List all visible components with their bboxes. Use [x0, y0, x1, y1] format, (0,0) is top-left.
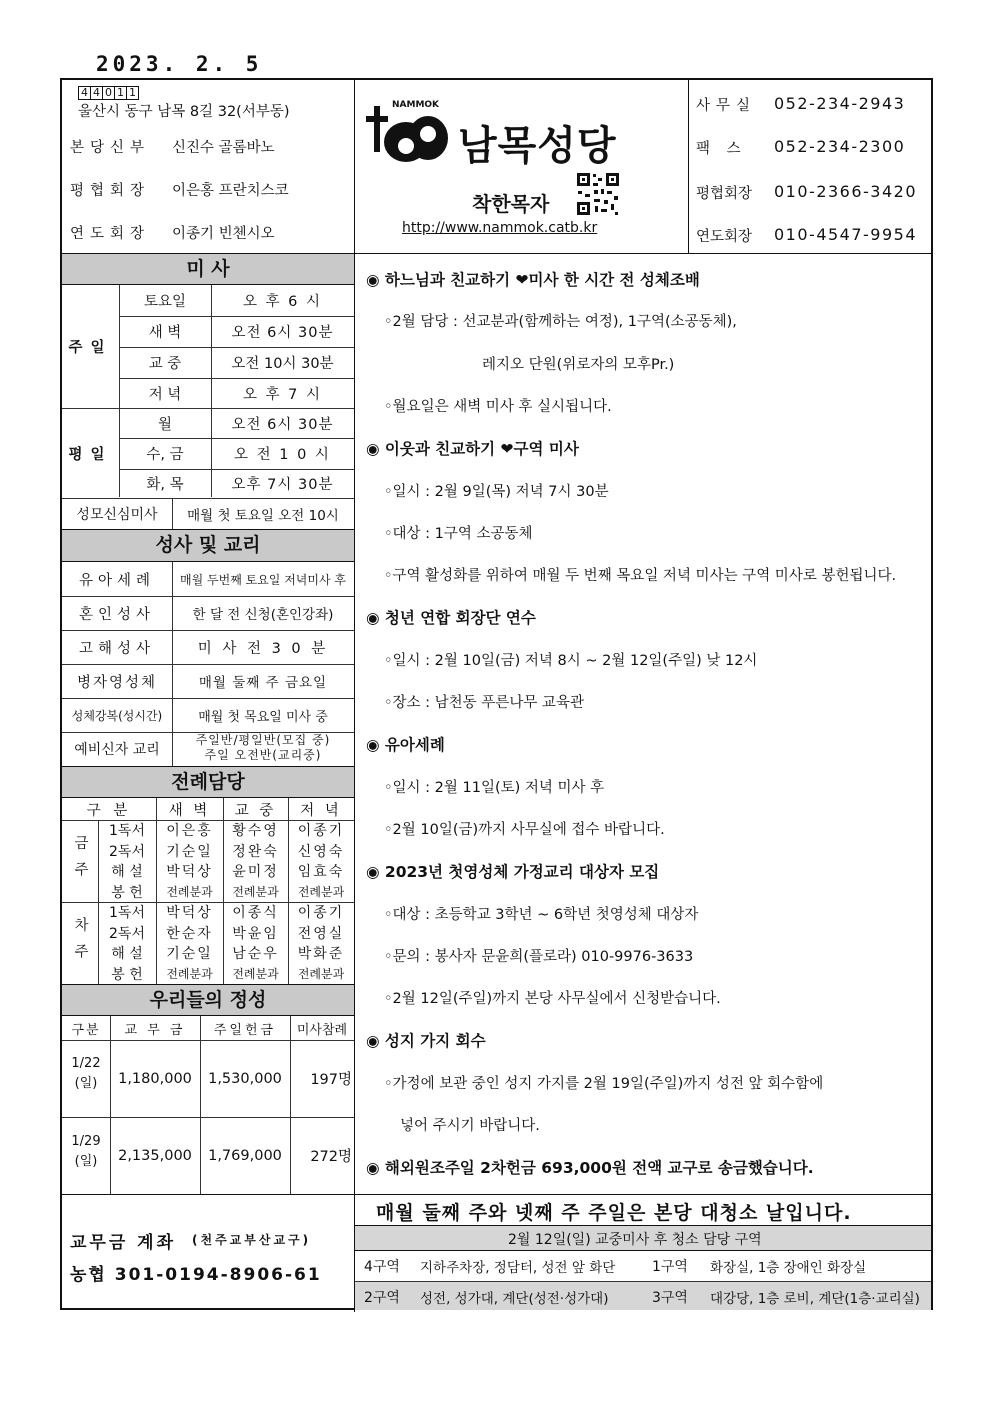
marian-mass-label: 성모신심미사	[76, 506, 158, 523]
cleaning-place: 대강당, 1층 로비, 계단(1층·교리실)	[710, 1291, 920, 1307]
mass-name: 화, 목	[146, 477, 184, 493]
sacrament-label: 예비신자 교리	[74, 742, 160, 758]
cleaning-zone: 2구역	[364, 1290, 400, 1306]
sacrament-value: 매월 첫 목요일 미사 중	[198, 709, 328, 725]
pastor-name: 신진수 골롬바노	[172, 140, 275, 156]
sacraments-section-title: 성사 및 교리	[62, 529, 354, 562]
mass-time: 오 후 6 시	[242, 294, 323, 310]
council-name: 이은홍 프란치스코	[172, 183, 289, 199]
offering-column-header: 주일헌금	[213, 1022, 277, 1038]
notice-line: 레지오 단원(위로자의 모후Pr.)	[482, 356, 675, 373]
next-week-label: 차주	[72, 916, 88, 970]
sacrament-value: 미 사 전 3 0 분	[197, 640, 329, 657]
catechism-line-1: 주일반/평일반(모집 중)	[195, 733, 331, 747]
liturgy-minister: 박윤임	[232, 925, 279, 942]
liturgy-minister: 박화준	[297, 946, 345, 962]
sacrament-label: 고해성사	[78, 640, 156, 657]
liturgy-minister: 임효숙	[297, 864, 345, 880]
notice-line: ◦일시 : 2월 10일(금) 저녁 8시 ~ 2월 12일(주일) 낮 12시	[384, 652, 758, 669]
sunday-label: 주일	[68, 340, 113, 356]
liturgy-minister: 이은홍	[166, 823, 213, 839]
qr-code-icon[interactable]	[576, 172, 620, 216]
liturgy-minister: 이종식	[232, 905, 279, 921]
logo-small-text: NAMMOK	[392, 100, 440, 110]
mass-time: 오전 6시 30분	[231, 325, 334, 341]
liturgy-minister: 전례분과	[166, 885, 213, 899]
notice-title: ◉ 2023년 첫영성체 가정교리 대상자 모집	[366, 863, 660, 882]
liturgy-role: 2독서	[109, 925, 145, 942]
mass-name: 새 벽	[148, 325, 182, 341]
mass-name: 수, 금	[146, 447, 184, 463]
offering-date	[62, 1132, 110, 1172]
mass-name: 토요일	[143, 294, 187, 310]
offering-date-value: 1/22	[71, 1056, 101, 1071]
liturgy-minister: 신영숙	[297, 843, 345, 860]
mass-time: 오 후 7 시	[242, 386, 323, 403]
offerings-section-title: 우리들의 정성	[62, 984, 354, 1016]
notice-title: ◉ 하느님과 친교하기 ❤미사 한 시간 전 성체조배	[366, 271, 700, 289]
offering-sunday: 1,530,000	[208, 1070, 282, 1087]
offering-tithe: 2,135,000	[118, 1147, 192, 1164]
notice-line: ◦2월 담당 : 선교분과(함께하는 여정), 1구역(소공동체),	[384, 314, 737, 331]
yeondo-label: 연도회장	[70, 226, 151, 242]
notice-line: ◦대상 : 1구역 소공동체	[384, 525, 533, 542]
notice-line: ◦일시 : 2월 11일(토) 저녁 미사 후	[384, 779, 605, 796]
notice-title: ◉ 유아세례	[366, 736, 445, 755]
notice-line: ◦가정에 보관 중인 성지 가지를 2월 19일(주일)까지 성전 앞 회수함에	[384, 1075, 824, 1092]
offering-column-header: 미사참례	[296, 1022, 348, 1038]
liturgy-minister: 황수영	[232, 823, 279, 839]
liturgy-minister: 이종기	[297, 905, 345, 921]
offering-date-value: 1/29	[71, 1134, 101, 1149]
liturgy-minister: 전례분과	[297, 967, 345, 981]
council-phone-label: 평협회장	[696, 186, 753, 202]
zip-code: 4 4 0 1 1	[78, 84, 138, 100]
notice-line: ◦대상 : 초등학교 3학년 ~ 6학년 첫영성체 대상자	[384, 906, 699, 923]
yeondo-phone-label: 연도회장	[696, 229, 753, 245]
account-number: 농협 301-0194-8906-61	[70, 1265, 322, 1285]
website-link[interactable]: http://www.nammok.catb.kr	[402, 220, 598, 236]
notice-line: ◦문의 : 봉사자 문윤희(플로라) 010-9976-3633	[384, 948, 694, 965]
liturgy-minister: 전례분과	[232, 967, 279, 981]
liturgy-role: 1독서	[109, 823, 145, 839]
catechism-line-2: 주일 오전반(교리중)	[204, 748, 322, 762]
notice-line: ◦2월 12일(주일)까지 본당 사무실에서 신청받습니다.	[384, 991, 721, 1008]
yeondo-name: 이종기 빈첸시오	[172, 226, 275, 242]
liturgy-role: 봉 헌	[111, 966, 143, 983]
account-title: 교무금 계좌	[70, 1233, 177, 1253]
liturgy-minister: 한순자	[166, 925, 213, 942]
sacrament-value: 매월 둘째 주 금요일	[198, 675, 328, 691]
liturgy-column-header: 저 녁	[300, 802, 342, 819]
account-subtitle: (천주교부산교구)	[192, 1233, 312, 1247]
mass-name: 월	[157, 416, 172, 433]
liturgy-minister: 정완숙	[232, 843, 279, 860]
bulletin-date: 2023. 2. 5	[96, 52, 263, 76]
cleaning-place: 성전, 성가대, 계단(성전·성가대)	[420, 1291, 609, 1307]
liturgy-role: 1독서	[109, 905, 145, 921]
liturgy-minister: 전례분과	[232, 885, 279, 899]
church-name: 남목성당	[458, 123, 617, 169]
divider	[688, 80, 689, 253]
notice-title: ◉ 해외원조주일 2차헌금 693,000원 전액 교구로 송금했습니다.	[366, 1159, 814, 1178]
mass-time: 오후 7시 30분	[231, 477, 334, 493]
liturgy-minister: 이종기	[297, 823, 345, 839]
notice-line: 넣어 주시기 바랍니다.	[400, 1118, 540, 1134]
sacrament-value: 한 달 전 신청(혼인강좌)	[192, 607, 334, 623]
notice-title: ◉ 청년 연합 회장단 연수	[366, 609, 536, 628]
council-label: 평협회장	[70, 183, 151, 199]
sacrament-label: 성체강복(성시간)	[71, 708, 163, 723]
liturgy-minister: 기순일	[166, 946, 213, 962]
offering-attendance: 272명	[310, 1149, 352, 1165]
liturgy-minister: 전례분과	[166, 967, 213, 981]
liturgy-role: 2독서	[109, 843, 145, 860]
divider	[354, 80, 355, 1194]
offering-column-header: 구분	[71, 1022, 101, 1038]
catechism-schedule	[172, 733, 354, 766]
liturgy-minister: 박덕상	[166, 864, 213, 880]
offering-day: (일)	[74, 1154, 98, 1169]
cleaning-title: 매월 둘째 주와 넷째 주 주일은 본당 대청소 날입니다.	[376, 1202, 852, 1224]
liturgy-column-header: 새 벽	[168, 802, 211, 819]
mass-time: 오전 6시 30분	[231, 416, 334, 433]
cleaning-zone: 3구역	[652, 1290, 688, 1306]
cleaning-zone: 1구역	[652, 1259, 688, 1275]
notice-line: ◦일시 : 2월 9일(목) 저녁 7시 30분	[384, 483, 609, 500]
notice-line: ◦월요일은 새벽 미사 후 실시됩니다.	[384, 398, 612, 415]
sacrament-label: 병자영성체	[76, 674, 158, 691]
cleaning-place: 지하주차장, 정담터, 성전 앞 화단	[420, 1260, 616, 1276]
pastor-label: 본당신부	[70, 140, 151, 156]
liturgy-minister: 윤미정	[232, 864, 279, 880]
offering-attendance: 197명	[310, 1072, 352, 1088]
fax-number: 052-234-2300	[774, 137, 906, 156]
liturgy-minister: 기순일	[166, 843, 213, 860]
mass-time: 오전 10시 30분	[231, 356, 334, 372]
liturgy-role: 해 설	[111, 946, 143, 962]
fax-label: 팩 스	[696, 141, 747, 157]
notice-line: ◦2월 10일(금)까지 사무실에 접수 바랍니다.	[384, 821, 665, 838]
offering-tithe: 1,180,000	[118, 1070, 192, 1087]
liturgy-role: 해 설	[111, 864, 143, 880]
address: 울산시 동구 남목 8길 32(서부동)	[78, 104, 290, 120]
notice-line: ◦구역 활성화를 위하여 매월 두 번째 목요일 저녁 미사는 구역 미사로 봉헌됩니다.	[384, 568, 897, 585]
sacrament-label: 유아세례	[78, 572, 156, 589]
marian-mass-time: 매월 첫 토요일 오전 10시	[187, 507, 339, 524]
offering-sunday: 1,769,000	[208, 1147, 282, 1164]
liturgy-column-header: 교 중	[234, 802, 277, 819]
liturgy-section-title: 전례담당	[62, 766, 354, 798]
mass-name: 교 중	[148, 356, 182, 372]
cleaning-subtitle: 2월 12일(일) 교중미사 후 청소 담당 구역	[508, 1232, 762, 1248]
office-phone: 052-234-2943	[774, 94, 906, 113]
mass-time: 오 전 1 0 시	[234, 447, 331, 463]
council-phone: 010-2366-3420	[774, 182, 918, 201]
notice-title: ◉ 성지 가지 회수	[366, 1032, 486, 1051]
offering-column-header: 교 무 금	[124, 1022, 186, 1038]
liturgy-minister: 박덕상	[166, 905, 213, 921]
notice-title: ◉ 이웃과 친교하기 ❤구역 미사	[366, 440, 579, 459]
bulletin-frame	[60, 78, 933, 1310]
notice-line: ◦장소 : 남천동 푸른나무 교육관	[384, 695, 584, 711]
sacrament-value: 매월 두번째 토요일 저녁미사 후	[180, 572, 346, 587]
office-label: 사무실	[696, 98, 757, 114]
cleaning-zone: 4구역	[364, 1259, 400, 1275]
this-week-label: 금주	[72, 834, 88, 888]
weekday-label: 평일	[68, 446, 113, 463]
offering-date	[62, 1054, 110, 1094]
liturgy-column-header: 구 분	[86, 802, 132, 819]
liturgy-minister: 전영실	[297, 925, 345, 942]
yeondo-phone: 010-4547-9954	[774, 225, 918, 244]
sacrament-label: 혼인성사	[78, 606, 156, 623]
liturgy-minister: 전례분과	[297, 885, 345, 899]
slogan: 착한목자	[472, 192, 550, 216]
mass-name: 저 녁	[148, 386, 182, 403]
offering-day: (일)	[74, 1076, 98, 1091]
liturgy-role: 봉 헌	[111, 884, 143, 901]
mass-section-title: 미 사	[62, 253, 354, 285]
liturgy-minister: 남순우	[232, 946, 279, 962]
cleaning-place: 화장실, 1층 장애인 화장실	[710, 1260, 867, 1276]
